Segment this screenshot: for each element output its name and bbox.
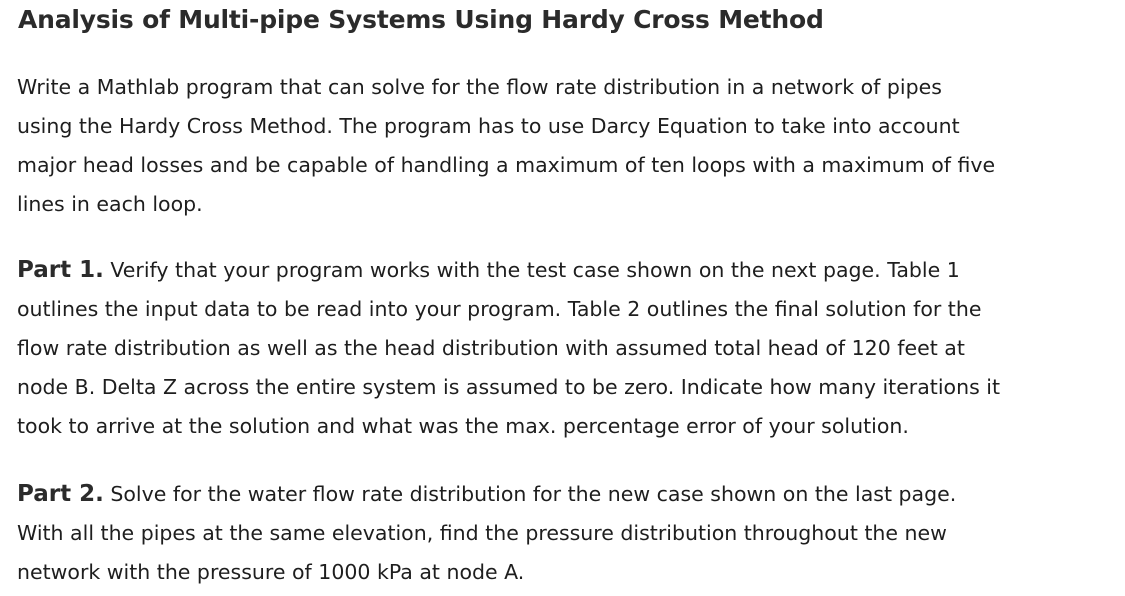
part1-line: node B. Delta Z across the entire system is assumed to be zero. Indicate how many iterations it bbox=[17, 375, 1000, 399]
intro-line: using the Hardy Cross Method. The program has to use Darcy Equation to take into account bbox=[17, 114, 960, 138]
intro-line: major head losses and be capable of handling a maximum of ten loops with a maximum of five bbox=[17, 153, 996, 177]
part1-line-text: Verify that your program works with the test case shown on the next page. Table 1 bbox=[103, 258, 960, 282]
part1-first-line bbox=[17, 251, 1107, 290]
part2-paragraph bbox=[17, 475, 1107, 592]
part1-paragraph bbox=[17, 251, 1107, 446]
document-title: Analysis of Multi-pipe Systems Using Hardy Cross Method bbox=[18, 5, 824, 34]
part1-line: outlines the input data to be read into your program. Table 2 outlines the final solution for the bbox=[17, 297, 982, 321]
part1-line: flow rate distribution as well as the head distribution with assumed total head of 120 feet at bbox=[17, 336, 965, 360]
intro-line: lines in each loop. bbox=[17, 192, 203, 216]
part1-label: Part 1. bbox=[17, 257, 104, 283]
intro-line: Write a Mathlab program that can solve for the flow rate distribution in a network of pipes bbox=[17, 75, 942, 99]
part2-label: Part 2. bbox=[17, 481, 104, 507]
part2-line: With all the pipes at the same elevation, find the pressure distribution throughout the new bbox=[17, 521, 947, 545]
intro-paragraph bbox=[17, 68, 1107, 224]
part2-line: network with the pressure of 1000 kPa at node A. bbox=[17, 560, 525, 584]
part2-line-text: Solve for the water flow rate distribution for the new case shown on the last page. bbox=[103, 482, 957, 506]
part1-line: took to arrive at the solution and what was the max. percentage error of your solution. bbox=[17, 414, 909, 438]
part2-first-line bbox=[17, 475, 1107, 514]
